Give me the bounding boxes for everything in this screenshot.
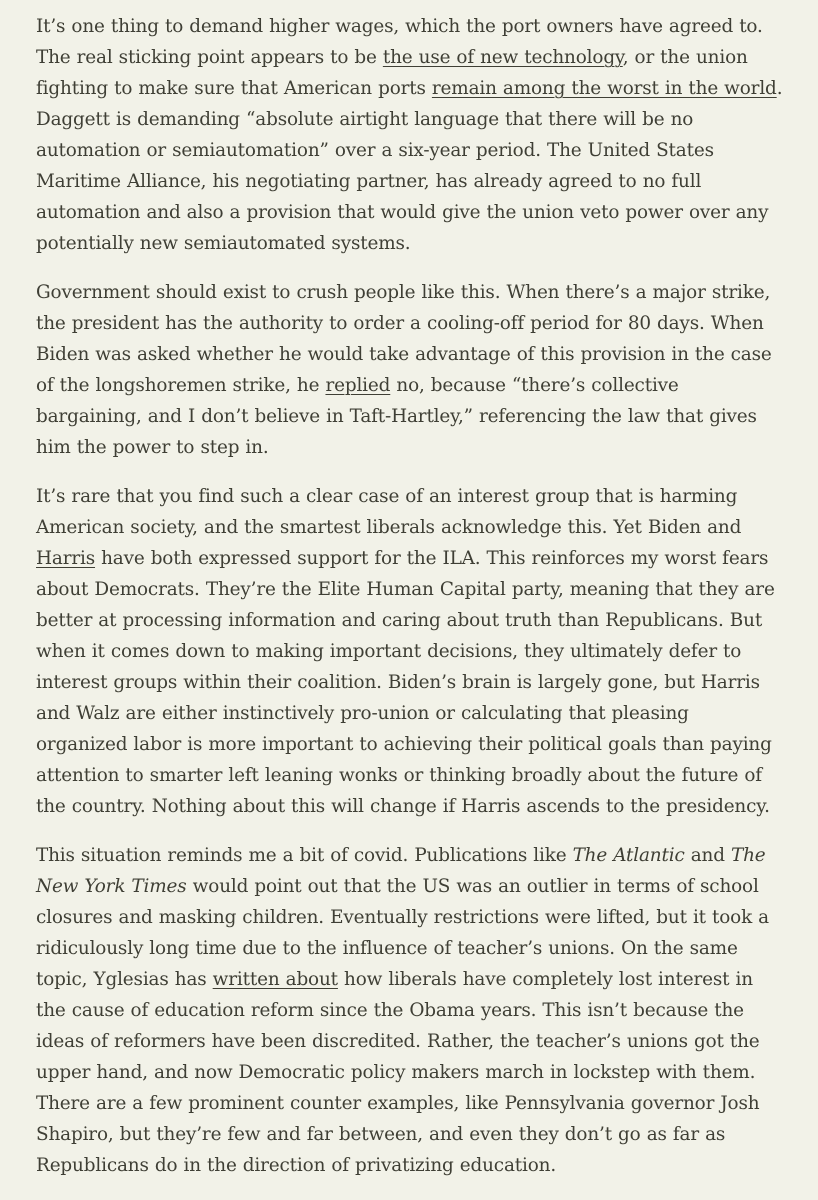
paragraph-text: how liberals have completely lost interest in the cause of education reform since the Obama years. This isn’t because the ideas of reformers have been discredited. Rather, the teacher’s unions got the upper hand, and now Democratic policy makers march in lockstep with them. There are a few prominent counter examples, like Pennsylvania governor Josh Shapiro, but they’re few and far between, and even they don’t go as far as Republicans do in the direction of privatizing education. [36, 969, 760, 1176]
link-replied[interactable]: replied [325, 375, 391, 396]
paragraph-ports-technology [36, 11, 786, 259]
paragraph-text: , or the union fighting to make sure that American ports [36, 47, 748, 99]
paragraph-text: Government should exist to crush people like this. When there’s a major strike, the president has the authority to order a cooling-off period for 80 days. When Biden was asked whether he would take advantage of this provision in the case of the longshoremen strike, he [36, 282, 772, 396]
link-new-technology[interactable]: the use of new technology [382, 47, 623, 68]
paragraph-text: . Daggett is demanding “absolute airtight language that there will be no automation or semiautomation” over a six-year period. The United States Maritime Alliance, his negotiating partner, has already agreed to no full automation and also a provision that would give the union veto power over any potentially new semiautomated systems. [36, 78, 783, 254]
publication-the-atlantic: The Atlantic [572, 845, 685, 866]
link-written-about[interactable]: written about [212, 969, 338, 990]
paragraph-text: and [684, 845, 731, 866]
paragraph-text: It’s one thing to demand higher wages, which the port owners have agreed to. The real sticking point appears to be [36, 16, 763, 68]
paragraph-taft-hartley [36, 277, 786, 463]
paragraph-text: would point out that the US was an outlier in terms of school closures and masking children. Eventually restrictions were lifted, but it took a ridiculously long time due to the influence of teacher’s unions. On the same topic, Yglesias has [36, 876, 769, 990]
paragraph-text: This situation reminds me a bit of covid. Publications like [36, 845, 573, 866]
link-worst-ports[interactable]: remain among the worst in the world [431, 78, 777, 99]
paragraph-text: have both expressed support for the ILA. This reinforces my worst fears about Democrats. They’re the Elite Human Capital party, meaning that they are better at processing information and caring about truth than Republicans. But when it comes down to making important decisions, they ultimately defer to interest groups within their coalition. Biden’s brain is largely gone, but Harris and Walz are either instinctively pro-union or calculating that pleasing organized labor is more important to achieving their political goals than paying attention to smarter left leaning wonks or thinking broadly about the future of the country. Nothing about this will change if Harris ascends to the presidency. [36, 548, 775, 817]
paragraph-text: It’s rare that you find such a clear case of an interest group that is harming American society, and the smartest liberals acknowledge this. Yet Biden and [36, 486, 742, 538]
paragraph-interest-groups [36, 481, 786, 822]
publication-new-york-times: The New York Times [36, 845, 766, 897]
paragraph-covid-education [36, 840, 786, 1181]
paragraph-text: no, because “there’s collective bargaining, and I don’t believe in Taft-Hartley,” referencing the law that gives him the power to step in. [36, 375, 757, 458]
link-harris[interactable]: Harris [36, 548, 96, 569]
